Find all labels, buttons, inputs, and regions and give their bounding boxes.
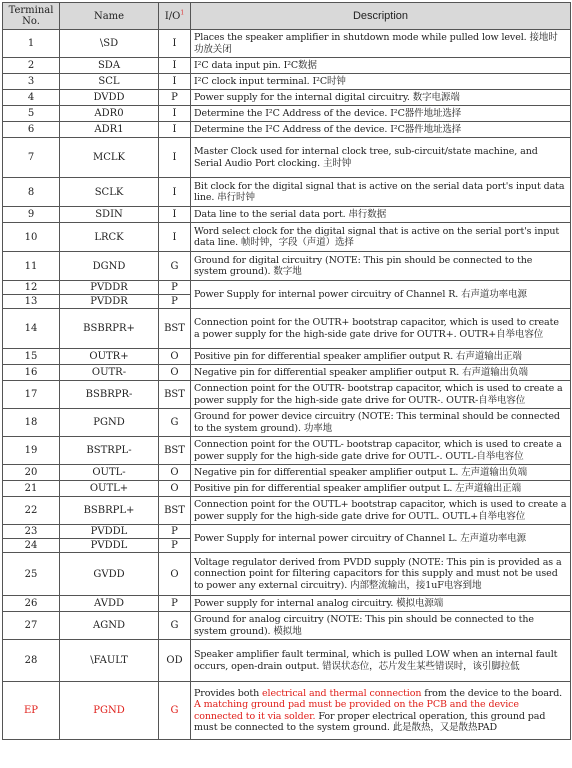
pin-number: 9	[3, 207, 60, 223]
table-row	[3, 381, 571, 409]
pin-io: BST	[159, 497, 191, 525]
table-row-ep	[3, 682, 571, 740]
pin-description: Power supply for internal analog circuitry. 模拟电源端	[191, 596, 571, 612]
pin-name: PVDDL	[60, 525, 159, 539]
pin-description: Bit clock for the digital signal that is active on the serial data port's input data line. 串行时钟	[191, 178, 571, 207]
pin-description: Negative pin for differential speaker amplifier output R. 右声道输出负端	[191, 365, 571, 381]
table-row	[3, 252, 571, 281]
desc-part: from the device to the board.	[421, 688, 563, 700]
pin-name: OUTR-	[60, 365, 159, 381]
pin-description: Power Supply for internal power circuitry of Channel L. 左声道功率电源	[191, 525, 571, 553]
pin-name: SCLK	[60, 178, 159, 207]
pin-io: I	[159, 30, 191, 58]
pin-io: G	[159, 252, 191, 281]
pin-number: 23	[3, 525, 60, 539]
header-name: Name	[60, 3, 159, 30]
pin-name: ADR1	[60, 122, 159, 138]
pin-number: 28	[3, 640, 60, 682]
pin-description	[191, 682, 571, 740]
pin-description: Data line to the serial data port. 串行数据	[191, 207, 571, 223]
header-description: Description	[191, 3, 571, 30]
pin-name: MCLK	[60, 138, 159, 178]
pin-io: I	[159, 138, 191, 178]
pin-io: I	[159, 223, 191, 252]
pin-description: Connection point for the OUTL+ bootstrap capacitor, which is used to create a power supply for the high-side gate drive for OUTL. OUTL+自举电容位	[191, 497, 571, 525]
table-row	[3, 122, 571, 138]
pin-number: 14	[3, 309, 60, 349]
table-row	[3, 106, 571, 122]
pin-description: Power supply for the internal digital circuitry. 数字电源端	[191, 90, 571, 106]
desc-part-highlight: A matching ground pad must be provided on the PCB and the device connected to it via solder.	[194, 699, 519, 722]
pin-io: G	[159, 409, 191, 437]
pin-name: ADR0	[60, 106, 159, 122]
table-row	[3, 207, 571, 223]
pin-io: P	[159, 90, 191, 106]
pin-description-table	[2, 2, 571, 740]
pin-number: 20	[3, 465, 60, 481]
pin-io: I	[159, 207, 191, 223]
pin-number: 5	[3, 106, 60, 122]
pin-description: Ground for analog circuitry (NOTE: This pin should be connected to the system ground). 模拟地	[191, 612, 571, 640]
pin-number: 25	[3, 553, 60, 596]
pin-number: 1	[3, 30, 60, 58]
table-body	[3, 30, 571, 740]
pin-name: AVDD	[60, 596, 159, 612]
pin-name: OUTR+	[60, 349, 159, 365]
pin-io: I	[159, 106, 191, 122]
header-terminal-no: Terminal No.	[3, 3, 60, 30]
pin-io: I	[159, 74, 191, 90]
pin-description: Ground for power device circuitry (NOTE: This terminal should be connected to the system ground). 功率地	[191, 409, 571, 437]
table-row	[3, 437, 571, 465]
pin-number: EP	[3, 682, 60, 740]
pin-number: 2	[3, 58, 60, 74]
pin-io: O	[159, 553, 191, 596]
desc-part: Provides both	[194, 688, 263, 700]
pin-name: BSBRPL+	[60, 497, 159, 525]
pin-io: P	[159, 281, 191, 295]
pin-number: 11	[3, 252, 60, 281]
pin-io: BST	[159, 437, 191, 465]
pin-number: 21	[3, 481, 60, 497]
header-io: $I/O^1$	[159, 3, 191, 30]
pin-description: Positive pin for differential speaker amplifier output R. 右声道输出正端	[191, 349, 571, 365]
pin-name: OUTL-	[60, 465, 159, 481]
pin-number: 17	[3, 381, 60, 409]
pin-number: 12	[3, 281, 60, 295]
pin-name: SDA	[60, 58, 159, 74]
pin-name: OUTL+	[60, 481, 159, 497]
table-row	[3, 178, 571, 207]
pin-description: Connection point for the OUTR+ bootstrap capacitor, which is used to create a power supply for the high-side gate drive for OUTR+. OUTR+自举电容位	[191, 309, 571, 349]
pin-number: 19	[3, 437, 60, 465]
table-row	[3, 497, 571, 525]
pin-name: LRCK	[60, 223, 159, 252]
table-header-row	[3, 3, 571, 30]
table-row	[3, 138, 571, 178]
table-row	[3, 349, 571, 365]
pin-number: 7	[3, 138, 60, 178]
pin-io: O	[159, 349, 191, 365]
pin-io: OD	[159, 640, 191, 682]
table-row	[3, 309, 571, 349]
pin-number: 26	[3, 596, 60, 612]
pin-io: O	[159, 481, 191, 497]
pin-io: G	[159, 612, 191, 640]
pin-description: Negative pin for differential speaker amplifier output L. 左声道输出负端	[191, 465, 571, 481]
table-row	[3, 30, 571, 58]
table-row	[3, 596, 571, 612]
pin-description: Determine the I²C Address of the device. I²C器件地址选择	[191, 106, 571, 122]
pin-description: Connection point for the OUTR- bootstrap capacitor, which is used to create a power supply for the high-side gate drive for OUTR-. OUTR-自举电容位	[191, 381, 571, 409]
pin-number: 24	[3, 539, 60, 553]
pin-name: BSBRPR+	[60, 309, 159, 349]
pin-name: SDIN	[60, 207, 159, 223]
pin-io: P	[159, 539, 191, 553]
pin-number: 10	[3, 223, 60, 252]
pin-number: 15	[3, 349, 60, 365]
pin-io: P	[159, 596, 191, 612]
pin-number: 13	[3, 295, 60, 309]
pin-number: 27	[3, 612, 60, 640]
pin-name: BSTRPL-	[60, 437, 159, 465]
table-row	[3, 74, 571, 90]
pin-description: Connection point for the OUTL- bootstrap capacitor, which is used to create a power supply for the high-side gate drive for OUTL-. OUTL-自举电容位	[191, 437, 571, 465]
table-row	[3, 58, 571, 74]
pin-number: 18	[3, 409, 60, 437]
pin-number: 6	[3, 122, 60, 138]
pin-name: GVDD	[60, 553, 159, 596]
pin-name: DGND	[60, 252, 159, 281]
pin-description: I²C data input pin. I²C数据	[191, 58, 571, 74]
pin-name: SCL	[60, 74, 159, 90]
table-row	[3, 90, 571, 106]
table-row	[3, 223, 571, 252]
pin-description: Ground for digital circuitry (NOTE: This pin should be connected to the system ground). 数字地	[191, 252, 571, 281]
pin-name: PVDDR	[60, 295, 159, 309]
table-row	[3, 525, 571, 539]
pin-name: PVDDL	[60, 539, 159, 553]
pin-io: G	[159, 682, 191, 740]
table-row	[3, 365, 571, 381]
table-row	[3, 281, 571, 295]
pin-name: PVDDR	[60, 281, 159, 295]
pin-io: BST	[159, 309, 191, 349]
pin-io: P	[159, 295, 191, 309]
desc-part: For proper electrical operation, this ground pad must be connected to the system ground. 此是散热，又是散热PAD	[194, 710, 546, 733]
pin-number: 22	[3, 497, 60, 525]
pin-description: I²C clock input terminal. I²C时钟	[191, 74, 571, 90]
table-row	[3, 553, 571, 596]
pin-name: AGND	[60, 612, 159, 640]
desc-part-highlight: electrical and thermal connection	[262, 688, 422, 700]
pin-io: BST	[159, 381, 191, 409]
table-row	[3, 409, 571, 437]
pin-description: Power Supply for internal power circuitry of Channel R. 右声道功率电源	[191, 281, 571, 309]
pin-name: PGND	[60, 409, 159, 437]
pin-name: DVDD	[60, 90, 159, 106]
pin-description: Master Clock used for internal clock tree, sub-circuit/state machine, and Serial Audio Port clocking. 主时钟	[191, 138, 571, 178]
pin-number: 4	[3, 90, 60, 106]
pin-io: I	[159, 122, 191, 138]
pin-io: I	[159, 58, 191, 74]
pin-description: Positive pin for differential speaker amplifier output L. 左声道输出正端	[191, 481, 571, 497]
pin-number: 3	[3, 74, 60, 90]
table-row	[3, 640, 571, 682]
pin-description: Places the speaker amplifier in shutdown mode while pulled low level. 接地时功放关闭	[191, 30, 571, 58]
pin-name: PGND	[60, 682, 159, 740]
pin-number: 16	[3, 365, 60, 381]
pin-name: \FAULT	[60, 640, 159, 682]
pin-description: Word select clock for the digital signal that is active on the serial port's input data line. 帧时钟，字段（声道）选择	[191, 223, 571, 252]
pin-name: BSBRPR-	[60, 381, 159, 409]
io-footnote-marker: 1	[180, 9, 185, 17]
pin-io: O	[159, 365, 191, 381]
pin-io: P	[159, 525, 191, 539]
table-row	[3, 465, 571, 481]
pin-name: \SD	[60, 30, 159, 58]
pin-io: I	[159, 178, 191, 207]
pin-number: 8	[3, 178, 60, 207]
pin-description: Voltage regulator derived from PVDD supply (NOTE: This pin is provided as a connection point for filtering capacitors for this supply and must not be used to power any external circuitry). 内部整流输出，接1uF电容到地	[191, 553, 571, 596]
table-row	[3, 612, 571, 640]
pin-description: Speaker amplifier fault terminal, which is pulled LOW when an internal fault occurs, open-drain output. 错误状态位，芯片发生某些错误时，该引脚拉低	[191, 640, 571, 682]
pin-description: Determine the I²C Address of the device. I²C器件地址选择	[191, 122, 571, 138]
pin-io: O	[159, 465, 191, 481]
table-row	[3, 481, 571, 497]
